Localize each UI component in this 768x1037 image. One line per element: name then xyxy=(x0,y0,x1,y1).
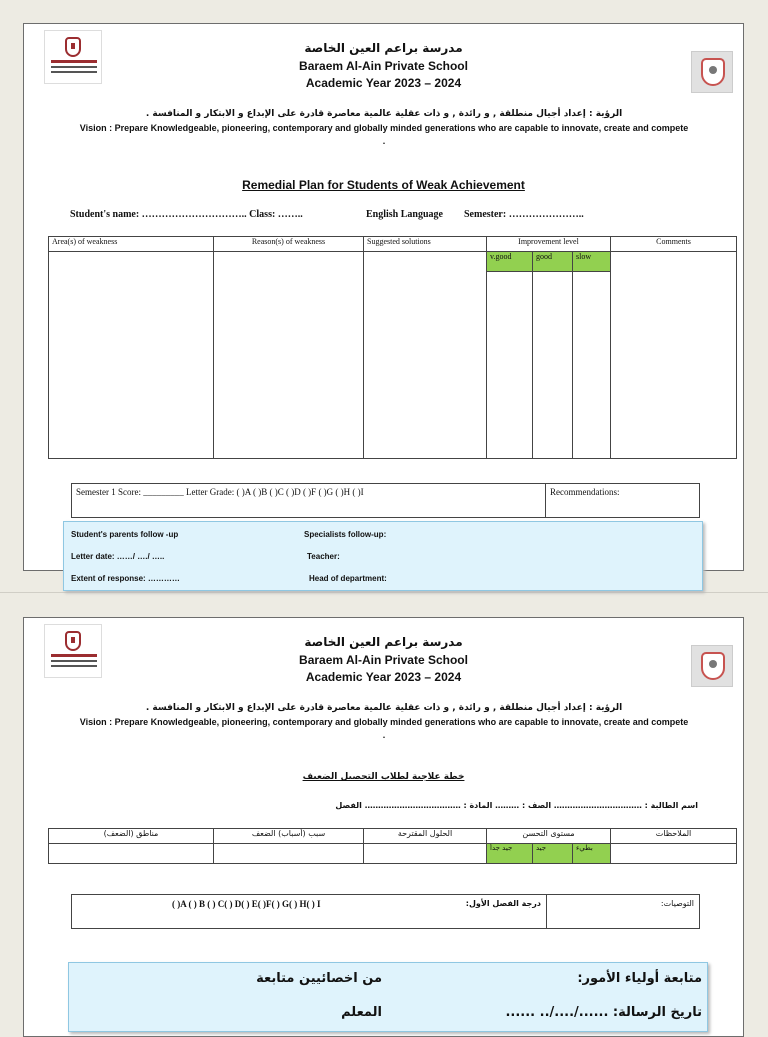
grade-label-ar: درجة الفصل الأول: xyxy=(465,899,541,908)
vision-en: Vision : Prepare Knowledgeable, pioneering, contemporary and globally minded generations who are capable to innovate, create and compete . xyxy=(79,123,689,146)
remedial-table xyxy=(48,236,737,459)
cell-slow[interactable] xyxy=(573,272,611,459)
vision-ar: الرؤية : إعداد أجيال منطلقة , و رائدة , و ذات عقلية عالمية معاصرة قادرة على الإبداع و الابتكار و المنافسة . xyxy=(145,109,623,119)
col-solutions-ar: الحلول المقترحة xyxy=(364,829,487,844)
recommendations-label-ar: التوصيات: xyxy=(660,899,694,908)
cell-vgood[interactable] xyxy=(487,272,533,459)
col-area-ar: مناطق (الضعف) xyxy=(49,829,214,844)
academic-year: Academic Year 2023 – 2024 xyxy=(305,76,462,90)
recommendations-box[interactable] xyxy=(545,483,700,518)
level-vgood-ar: جيد جداً xyxy=(487,844,533,864)
cell-reason-ar[interactable] xyxy=(214,844,364,864)
vision-ar: الرؤية : إعداد أجيال منطلقة , و رائدة , و ذات عقلية عالمية معاصرة قادرة على الإبداع و الابتكار و المنافسة . xyxy=(145,703,623,713)
subject-label: English Language xyxy=(366,209,443,220)
school-name-ar: مدرسة براعم العين الخاصة xyxy=(304,635,463,649)
score-box[interactable] xyxy=(71,483,546,518)
cell-area-ar[interactable] xyxy=(49,844,214,864)
level-slow-ar: بطيء xyxy=(573,844,611,864)
recommendations-box-ar[interactable] xyxy=(546,894,700,929)
school-name-ar: مدرسة براعم العين الخاصة xyxy=(304,41,463,55)
col-reason-ar: سبب (أسباب) الضعف xyxy=(214,829,364,844)
semester-line: Semester: ………………….. xyxy=(464,209,584,220)
level-vgood: v.good xyxy=(487,252,533,272)
teacher-label: Teacher: xyxy=(307,552,340,561)
col-comments-ar: الملاحظات xyxy=(611,829,737,844)
score-text: Semester 1 Score: _________ Letter Grade: ( )A ( )B ( )C ( )D ( )F ( )G ( )H ( )I xyxy=(76,487,364,497)
head-department-label: Head of department: xyxy=(309,574,387,583)
cell-good[interactable] xyxy=(533,272,573,459)
student-name-line: Student's name: ………………………….. Class: …….. xyxy=(70,209,303,220)
academic-year: Academic Year 2023 – 2024 xyxy=(305,670,462,684)
plan-title-ar: خطة علاجية لطلاب التحصيل الضعيف xyxy=(302,772,465,782)
col-comments: Comments xyxy=(611,237,737,252)
level-good-ar: جيد xyxy=(533,844,573,864)
col-solutions: Suggested solutions xyxy=(364,237,487,252)
specialists-follow-label-ar: من اخصائيين متابعة xyxy=(256,971,382,986)
plan-title: Remedial Plan for Students of Weak Achievement xyxy=(242,178,525,192)
cell-solutions[interactable] xyxy=(364,252,487,459)
level-slow: slow xyxy=(573,252,611,272)
parents-follow-label: Student's parents follow -up xyxy=(71,530,179,539)
page-1 xyxy=(23,23,744,571)
col-area-weakness: Area(s) of weakness xyxy=(49,237,214,252)
col-improvement-level: Improvement level xyxy=(487,237,611,252)
letter-date-label-ar: تاريخ الرسالة: ....../..../.. ...... xyxy=(505,1005,702,1020)
vision-en: Vision : Prepare Knowledgeable, pioneering, contemporary and globally minded generations who are capable to innovate, create and compete . xyxy=(79,717,689,740)
extent-response-label: Extent of response: ………… xyxy=(71,574,180,583)
school-name-en: Baraem Al-Ain Private School xyxy=(299,653,468,667)
cell-area[interactable] xyxy=(49,252,214,459)
student-line-ar: اسم الطالبة : …………………………… الصف : ……… المادة : ……………………………… الفصل xyxy=(335,801,698,810)
col-improvement-ar: مستوى التحسن xyxy=(487,829,611,844)
letter-date-label: Letter date: ……/ …./ ….. xyxy=(71,552,165,561)
recommendations-label: Recommendations: xyxy=(550,487,620,497)
grade-box-ar[interactable] xyxy=(71,894,547,929)
grade-options: ( )A ( ) B ( ) C( ) D( ) E( )F( ) G( ) H( ) I xyxy=(172,899,321,909)
cell-reason[interactable] xyxy=(214,252,364,459)
teacher-label-ar: المعلم xyxy=(341,1005,382,1020)
follow-up-box xyxy=(63,521,703,591)
parents-follow-label-ar: متابعة أولياء الأمور: xyxy=(577,971,702,986)
col-reason-weakness: Reason(s) of weakness xyxy=(214,237,364,252)
cell-solutions-ar[interactable] xyxy=(364,844,487,864)
cell-comments-ar[interactable] xyxy=(611,844,737,864)
level-good: good xyxy=(533,252,573,272)
follow-up-box-ar xyxy=(68,962,708,1032)
cell-comments[interactable] xyxy=(611,252,737,459)
school-name-en: Baraem Al-Ain Private School xyxy=(299,59,468,73)
page-separator xyxy=(0,592,768,593)
specialists-follow-label: Specialists follow-up: xyxy=(304,530,387,539)
remedial-table-ar xyxy=(48,828,737,864)
